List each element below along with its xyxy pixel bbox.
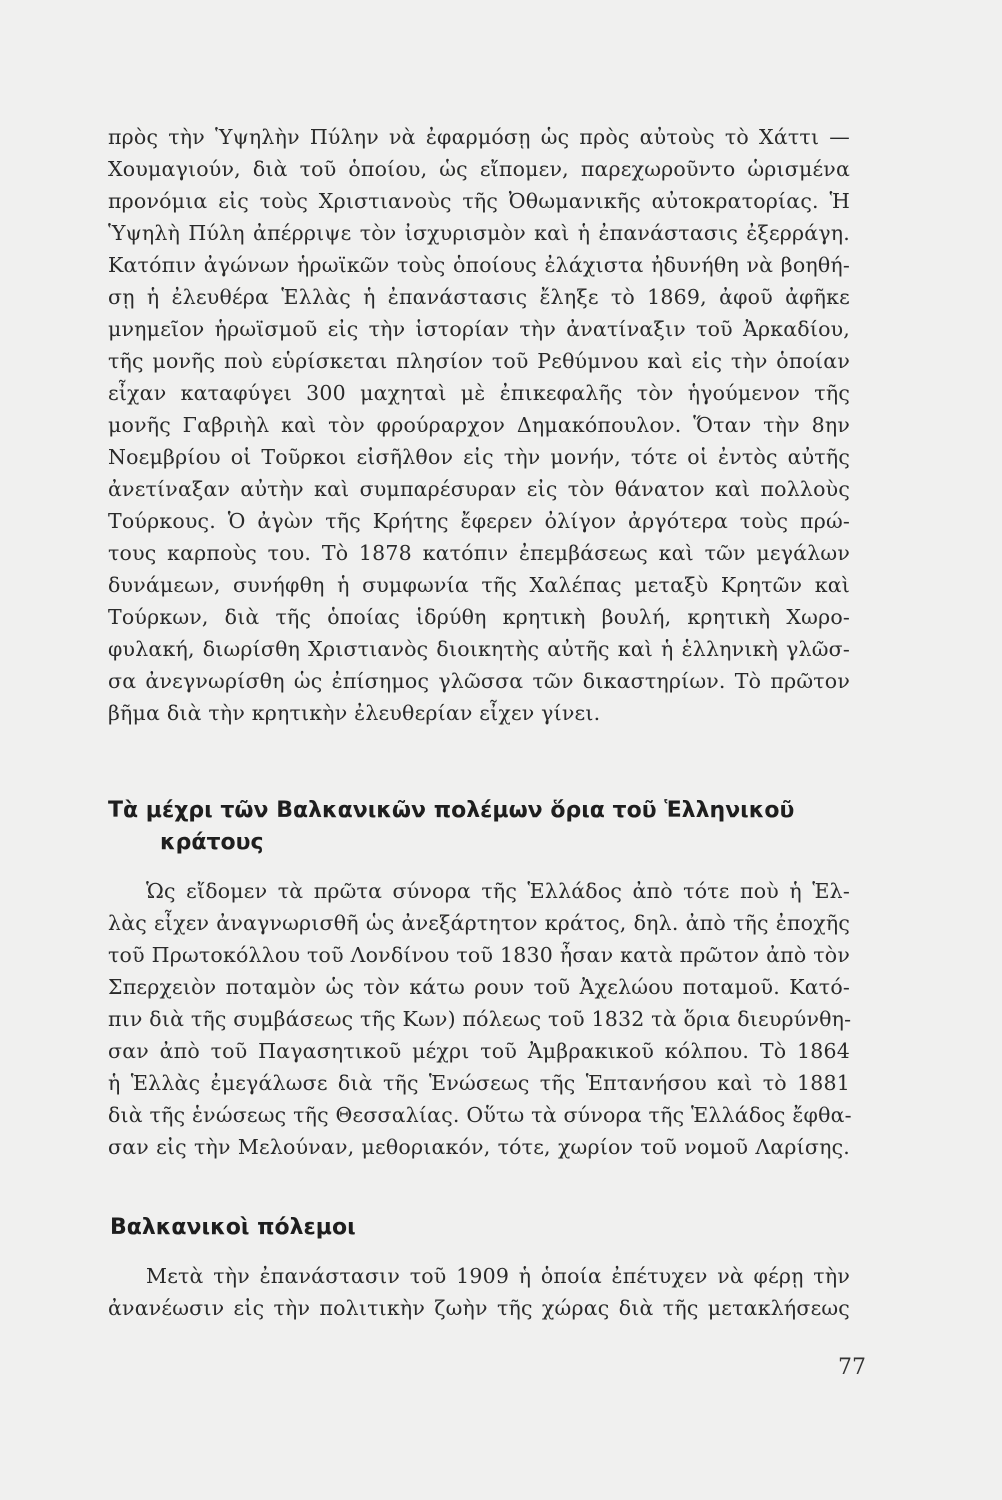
text-line: λὰς εἶχεν ἀναγνωρισθῆ ὡς ἀνεξάρτητον κράτος, δηλ. ἀπὸ τῆς ἐποχῆς xyxy=(108,911,850,935)
text-line: Μετὰ τὴν ἐπανάστασιν τοῦ 1909 ἡ ὁποία ἐπέτυχεν νὰ φέρῃ τὴν xyxy=(146,1264,850,1288)
text-line: πιν διὰ τῆς συμβάσεως τῆς Κων) πόλεως τοῦ 1832 τὰ ὅρια διευρύνθη- xyxy=(108,1007,852,1031)
text-line: σα ἀνεγνωρίσθη ὡς ἐπίσημος γλῶσσα τῶν δικαστηρίων. Τὸ πρῶτον xyxy=(108,669,850,693)
text-line: Κατόπιν ἀγώνων ἡρωϊκῶν τοὺς ὁποίους ἐλάχιστα ἠδυνήθη νὰ βοηθή- xyxy=(108,253,850,277)
section-heading-borders: Τὰ μέχρι τῶν Βαλκανικῶν πολέμων ὅρια τοῦ Ἑλληνικοῦ xyxy=(108,798,795,823)
text-line: τῆς μονῆς ποὺ εὑρίσκεται πλησίον τοῦ Ρεθύμνου καὶ εἰς τὴν ὁποίαν xyxy=(108,349,850,373)
text-line: βῆμα διὰ τὴν κρητικὴν ἐλευθερίαν εἶχεν γίνει. xyxy=(108,701,601,725)
text-line: διὰ τῆς ἑνώσεως τῆς Θεσσαλίας. Οὕτω τὰ σύνορα τῆς Ἑλλάδος ἔφθα- xyxy=(108,1103,852,1127)
text-line: πρὸς τὴν Ὑψηλὴν Πύλην νὰ ἐφαρμόσῃ ὡς πρὸς αὐτοὺς τὸ Χάττι — xyxy=(108,125,850,149)
text-line: Ὡς εἴδομεν τὰ πρῶτα σύνορα τῆς Ἑλλάδος ἀπὸ τότε ποὺ ἡ Ἑλ- xyxy=(146,879,850,903)
text-line: Σπερχειὸν ποταμὸν ὡς τὸν κάτω ρουν τοῦ Ἀχελώου ποταμοῦ. Κατό- xyxy=(108,975,850,999)
text-line: σαν ἀπὸ τοῦ Παγασητικοῦ μέχρι τοῦ Ἀμβρακικοῦ κόλπου. Τὸ 1864 xyxy=(108,1039,850,1063)
text-line: εἶχαν καταφύγει 300 μαχηταὶ μὲ ἐπικεφαλῆς τὸν ἡγούμενον τῆς xyxy=(108,381,850,405)
text-line: ἀνετίναξαν αὐτὴν καὶ συμπαρέσυραν εἰς τὸν θάνατον καὶ πολλοὺς xyxy=(108,477,850,501)
text-line: σαν εἰς τὴν Μελούναν, μεθοριακόν, τότε, χωρίον τοῦ νομοῦ Λαρίσης. xyxy=(108,1135,850,1159)
text-line: τοῦ Πρωτοκόλλου τοῦ Λονδίνου τοῦ 1830 ἦσαν κατὰ πρῶτον ἀπὸ τὸν xyxy=(108,943,850,967)
text-line: σῃ ἡ ἐλευθέρα Ἑλλὰς ἡ ἐπανάστασις ἔληξε τὸ 1869, ἀφοῦ ἀφῆκε xyxy=(108,285,850,309)
text-line: τους καρποὺς του. Τὸ 1878 κατόπιν ἐπεμβάσεως καὶ τῶν μεγάλων xyxy=(108,541,850,565)
text-line: ἡ Ἑλλὰς ἐμεγάλωσε διὰ τῆς Ἑνώσεως τῆς Ἑπτανήσου καὶ τὸ 1881 xyxy=(108,1071,850,1095)
text-line: Τούρκους. Ὁ ἀγὼν τῆς Κρήτης ἔφερεν ὀλίγον ἀργότερα τοὺς πρώ- xyxy=(108,509,850,533)
text-line: Νοεμβρίου οἱ Τοῦρκοι εἰσῆλθον εἰς τὴν μονήν, τότε οἱ ἐντὸς αὐτῆς xyxy=(108,445,850,469)
section-heading-balkan-wars: Βαλκανικοὶ πόλεμοι xyxy=(110,1215,356,1240)
text-line: Ὑψηλὴ Πύλη ἀπέρριψε τὸν ἰσχυρισμὸν καὶ ἡ ἐπανάστασις ἐξερράγη. xyxy=(108,221,850,245)
text-line: φυλακή, διωρίσθη Χριστιανὸς διοικητὴς αὐτῆς καὶ ἡ ἑλληνικὴ γλῶσ- xyxy=(108,637,850,661)
page-number: 77 xyxy=(838,1355,866,1380)
text-line: δυνάμεων, συνήφθη ἡ συμφωνία τῆς Χαλέπας μεταξὺ Κρητῶν καὶ xyxy=(108,573,850,597)
text-line: Χουμαγιούν, διὰ τοῦ ὁποίου, ὡς εἴπομεν, παρεχωροῦντο ὡρισμένα xyxy=(108,157,850,181)
text-line: μονῆς Γαβριὴλ καὶ τὸν φρούραρχον Δημακόπουλον. Ὅταν τὴν 8ην xyxy=(108,413,850,437)
text-line: προνόμια εἰς τοὺς Χριστιανοὺς τῆς Ὀθωμανικῆς αὐτοκρατορίας. Ἡ xyxy=(108,189,850,213)
text-line: ἀνανέωσιν εἰς τὴν πολιτικὴν ζωὴν τῆς χώρας διὰ τῆς μετακλήσεως xyxy=(108,1296,850,1320)
section-heading-borders-continued: κράτους xyxy=(160,830,264,855)
text-line: Τούρκων, διὰ τῆς ὁποίας ἱδρύθη κρητικὴ βουλή, κρητικὴ Χωρο- xyxy=(108,605,850,629)
text-line: μνημεῖον ἡρωϊσμοῦ εἰς τὴν ἱστορίαν τὴν ἀνατίναξιν τοῦ Ἀρκαδίου, xyxy=(108,317,850,341)
